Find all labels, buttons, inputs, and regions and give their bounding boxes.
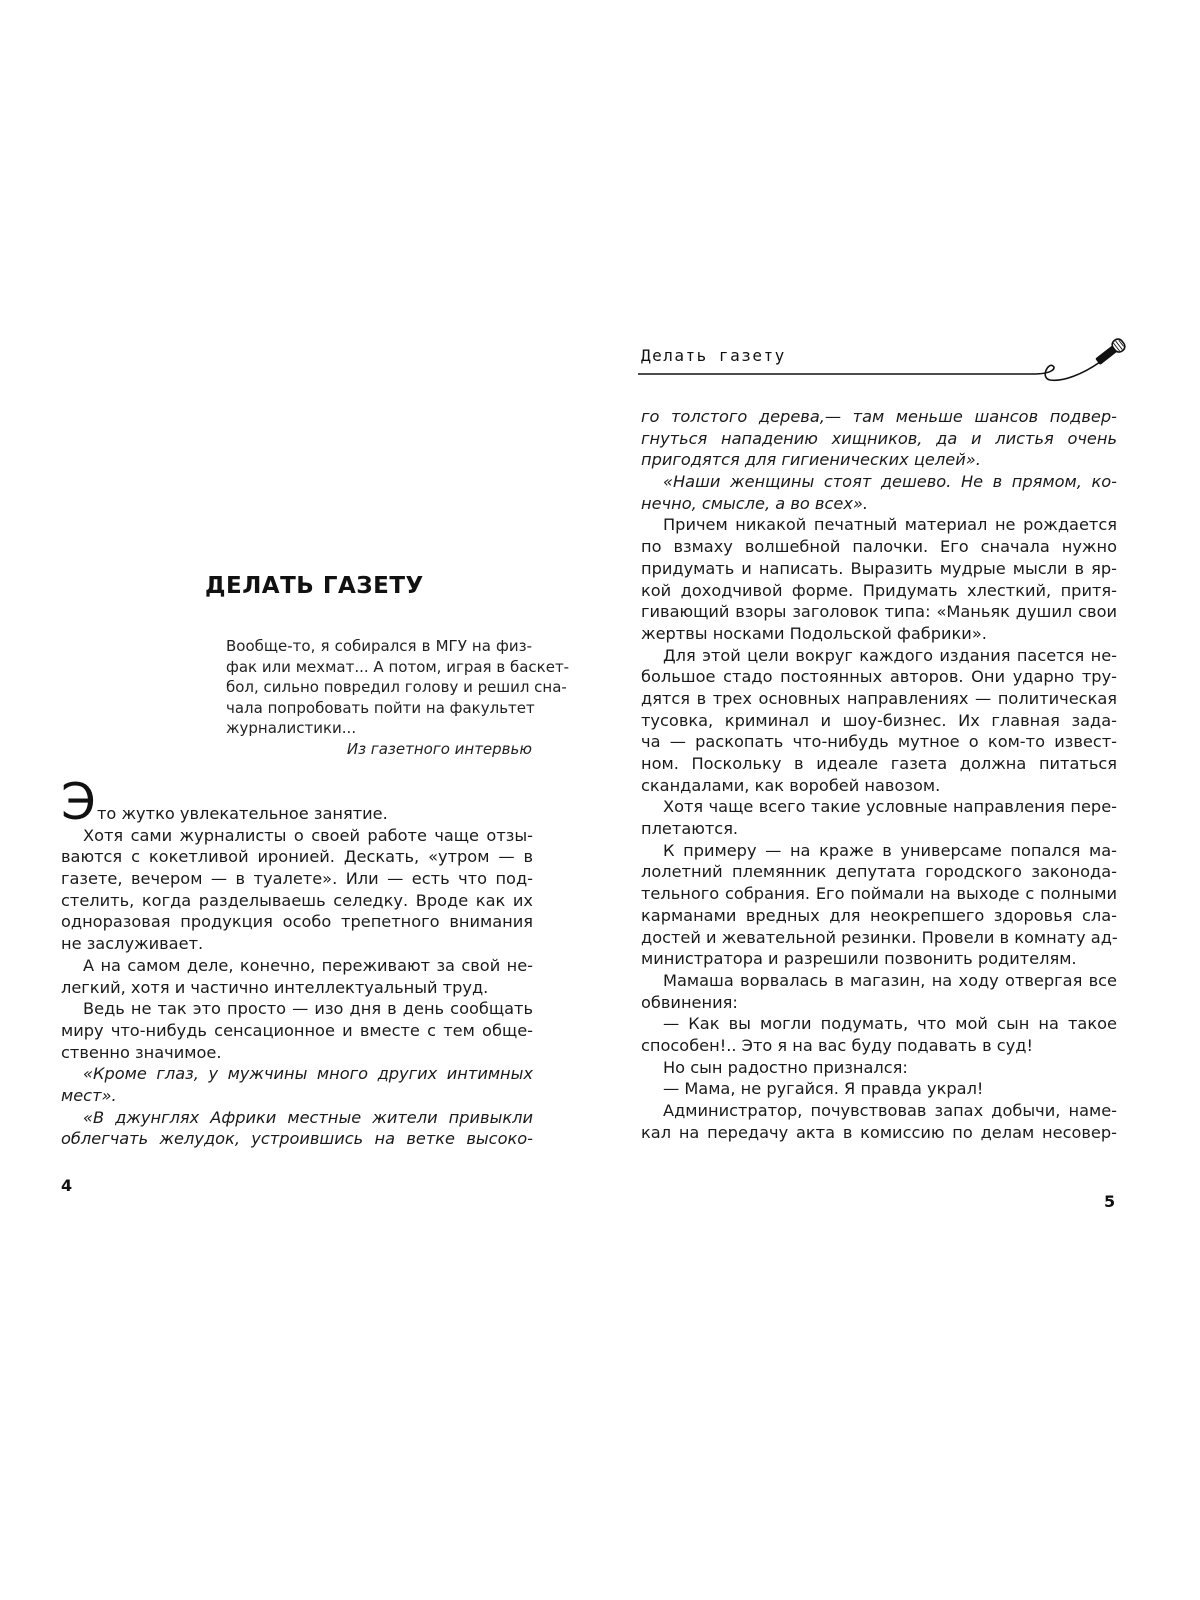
text-line: А на самом деле, конечно, переживают за свой не- — [83, 955, 533, 975]
text-line: достей и жевательной резинки. Провели в комнату ад- — [641, 927, 1118, 947]
epigraph — [226, 636, 570, 759]
text-line: способен!.. Это я на вас буду подавать в суд! — [641, 1035, 1033, 1055]
epigraph-line: бол, сильно повредил голову и решил сна- — [226, 678, 567, 696]
text-line: — Как вы могли подумать, что мой сын на такое — [663, 1014, 1117, 1034]
text-line: лолетний племянник депутата городского законода- — [641, 862, 1117, 882]
text-line: Хотя чаще всего такие условные направления пере- — [663, 797, 1117, 817]
page-number: 4 — [61, 1176, 73, 1195]
chapter-title: ДЕЛАТЬ ГАЗЕТУ — [205, 573, 424, 599]
text-line: Мамаша ворвалась в магазин, на ходу отвергая все — [663, 970, 1117, 990]
text-line: то жутко увлекательное занятие. — [97, 804, 388, 823]
text-line: «В джунглях Африки местные жители привыкли — [83, 1107, 533, 1127]
text-line: гивающий взоры заголовок типа: «Маньяк душил свои — [641, 602, 1117, 622]
header-rule — [638, 338, 1128, 388]
text-line: тельного собрания. Его поймали на выходе с полными — [641, 884, 1117, 904]
text-line: жертвы носками Подольской фабрики». — [641, 623, 987, 643]
text-line: го толстого дерева,— там меньше шансов подвер- — [641, 407, 1117, 426]
text-line: обвинения: — [641, 992, 738, 1012]
text-line: не заслуживает. — [61, 934, 204, 954]
text-line: К примеру — на краже в универсаме попался ма- — [663, 840, 1117, 860]
page-number: 5 — [1104, 1192, 1116, 1211]
text-line: Администратор, почувствовав запах добычи, наме- — [663, 1101, 1117, 1120]
text-line: Для этой цели вокруг каждого издания пасется не- — [663, 645, 1117, 665]
text-line: Ведь не так это просто — изо дня в день сообщать — [83, 999, 533, 1019]
text-line: «Кроме глаз, у мужчины много других интимных — [83, 1064, 533, 1084]
right-body-text — [641, 406, 1117, 1143]
text-line: большое стадо постоянных авторов. Они ударно тру- — [641, 667, 1117, 687]
text-line: гнуться нападению хищников, да и листья очень — [641, 428, 1117, 448]
text-line: Но сын радостно признался: — [663, 1057, 908, 1077]
microphone-icon — [1094, 338, 1127, 367]
text-line: облегчать желудок, устроившись на ветке высоко- — [61, 1129, 533, 1149]
epigraph-line: фак или мехмат... А потом, играя в баскет- — [226, 657, 570, 676]
text-line: стелить, когда разделываешь селедку. Вроде как их — [61, 890, 533, 910]
dropcap-letter: Э — [61, 773, 96, 831]
text-line: одноразовая продукция особо трепетного внимания — [61, 912, 533, 932]
left-body-text — [61, 773, 533, 1150]
dropcap-paragraph — [61, 773, 533, 831]
text-line: нечно, смысле, а во всех». — [641, 493, 869, 513]
text-line: газете, вечером — в туалете». Или — есть что под- — [61, 869, 533, 889]
epigraph-line: журналистики... — [226, 719, 357, 737]
text-line: «Наши женщины стоят дешево. Не в прямом, ко- — [663, 472, 1117, 492]
text-line: тусовка, криминал и шоу-бизнес. Их главная зада- — [641, 710, 1117, 730]
epigraph-source: Из газетного интервью — [346, 739, 532, 758]
running-header: Делать газету — [641, 346, 786, 365]
text-line: придумать и написать. Выразить мудрые мысли в яр- — [641, 558, 1117, 578]
text-line: — Мама, не ругайся. Я правда украл! — [663, 1079, 984, 1099]
text-line: мест». — [61, 1085, 117, 1105]
text-line: ственно значимое. — [61, 1042, 222, 1062]
text-line: карманами вредных для неокрепшего здоровья сла- — [641, 905, 1117, 925]
text-line: легкий, хотя и частично интеллектуальный труд. — [61, 977, 489, 997]
text-line: по взмаху волшебной палочки. Его сначала нужно — [641, 537, 1117, 557]
epigraph-line: Вообще-то, я собирался в МГУ на физ- — [226, 637, 532, 655]
text-line: Хотя сами журналисты о своей работе чаще отзы- — [83, 825, 533, 845]
text-line: дятся в трех основных направлениях — политическая — [641, 688, 1117, 708]
header-rule-line — [638, 362, 1100, 380]
text-line: миру что-нибудь сенсационное и вместе с тем обще- — [61, 1020, 533, 1040]
text-line: скандалами, как воробей навозом. — [641, 775, 941, 795]
epigraph-line: чала попробовать пойти на факультет — [226, 698, 535, 717]
text-line: плетаются. — [641, 819, 739, 839]
text-line: ча — раскопать что-нибудь мутное о ком-то извест- — [641, 732, 1117, 752]
text-line: ваются с кокетливой иронией. Дескать, «утром — в — [61, 847, 533, 867]
text-line: кой доходчивой форме. Придумать хлесткий, притя- — [641, 580, 1117, 600]
text-line: Причем никакой печатный материал не рождается — [663, 515, 1117, 535]
text-line: министратора и разрешили позвонить родителям. — [641, 949, 1077, 969]
text-line: пригодятся для гигиенических целей». — [641, 450, 981, 470]
text-line: кал на передачу акта в комиссию по делам несовер- — [641, 1122, 1117, 1142]
text-line: ном. Поскольку в идеале газета должна питаться — [641, 754, 1117, 773]
